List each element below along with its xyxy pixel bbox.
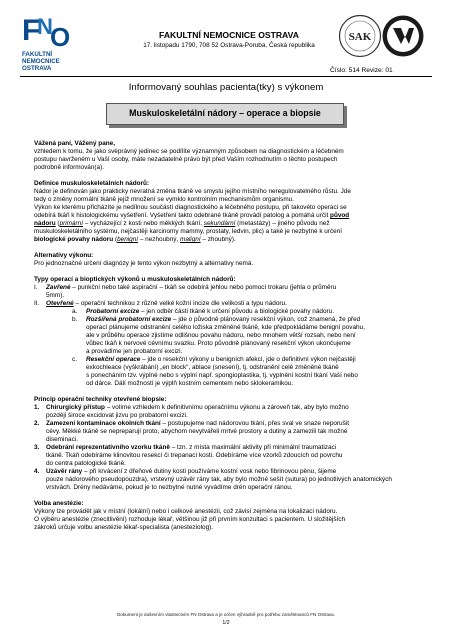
principle-4-label: Uzávěr rány	[46, 468, 83, 475]
alternative-heading: Alternativy výkonu:	[34, 252, 94, 259]
subtype-c-line-1	[86, 356, 426, 364]
definition-line-4-text: odebírá tkáň k histologickému vyšetření. Vyšetření takto odebrané tkáně provádí patolog a pomáhá určit	[34, 212, 331, 219]
certification-seal	[381, 14, 425, 58]
type-2-label: Otevřené	[46, 300, 74, 307]
text-fragment: (	[55, 220, 60, 227]
type-1-line-1	[46, 284, 426, 292]
document-subtitle: Muskuloskeletální nádory – operace a biopsie	[129, 108, 321, 118]
anesthesia-heading: Volba anestézie:	[34, 500, 84, 507]
document-number: Číslo: 514 Revize: 01	[330, 67, 393, 74]
intro-line-2: postupu navrženém u Vaší osoby, máte nezadatelné právo být před Vaším rozhodnutím o těchto postupech	[34, 156, 338, 163]
hospital-name: FAKULTNÍ NEMOCNICE OSTRAVA	[159, 30, 299, 40]
type-2-line-1	[46, 300, 426, 308]
intro-line-3: podrobně informován(a).	[34, 164, 104, 171]
subtype-a-line-1	[86, 308, 426, 316]
principle-2-number: 2.	[34, 420, 40, 427]
text-fragment: – zhoubný).	[200, 236, 236, 243]
subtype-a-text: – jen odběr části tkáně k určení původu a biologické povahy nádoru.	[139, 308, 334, 315]
subtype-c-line-3: s ponecháním tzv. výplně nebo s výplní např. spongioplastika, tj. vyplnění kostní tkání Vaší nebo	[86, 372, 358, 379]
seal-text: SAK	[348, 31, 372, 43]
subtype-b-line-3: ale v průběhu operace zjistíme odlišnou povahu nádoru, nebo mnohem větší rozsah, nebo není	[86, 332, 356, 339]
salutation: Vážená paní, Vážený pane,	[34, 140, 115, 147]
anesthesia-line-3: zákroků určuje volbu anestézie lékař-specialista (anesteziolog).	[34, 524, 214, 531]
term-sekundarni: sekundární	[203, 220, 236, 227]
term-nadoru: nádoru	[34, 220, 56, 227]
logo-line-2: NEMOCNICE	[22, 58, 60, 65]
subtype-b-label: Rozšířená probatorní excize	[86, 316, 172, 323]
principles-heading: Princip operační techniky otevřené biopsie:	[34, 396, 167, 403]
hospital-address: 17. listopadu 1790, 708 52 Ostrava-Poruba, Česká republika	[143, 42, 315, 49]
svg-text:N: N	[37, 14, 53, 39]
principle-2-line-3: diseminaci.	[46, 436, 78, 443]
principle-3-label: Odebrání reprezentativního vzorku tkáně	[46, 444, 170, 451]
principle-4-line-1	[46, 468, 426, 476]
page-number: 1/2	[222, 620, 230, 626]
type-1-number: I.	[34, 284, 38, 291]
subtype-b-mark: b.	[72, 316, 78, 323]
principle-2-label: Zamezení kontaminace okolních tkání	[46, 420, 161, 427]
term-maligni: maligní	[180, 236, 201, 243]
principle-3-number: 3.	[34, 444, 40, 451]
definition-line-1: Nádor je definován jako prakticky nevratná změna tkáně ve smyslu jejího místního neregulovatelného růstu. Jde	[34, 188, 351, 195]
text-fragment: (metastázy) – jiného původu než	[235, 220, 330, 227]
type-2-number: II.	[34, 300, 40, 307]
alternative-text: Pro jednoznačné určení diagnózy je tento výkon nezbytný a alternativy nemá.	[34, 260, 254, 267]
principle-4-number: 4.	[34, 468, 40, 475]
subtype-c-label: Resekční operace	[86, 356, 141, 363]
principle-3-text: – tzn. z místa maximální aktivity při minimální traumatizaci	[169, 444, 337, 451]
subtype-a-mark: a.	[72, 308, 78, 315]
type-1-text: – punkční nebo také aspirační – tkáň se odebírá jehlou nebo pomocí trokaru (jehla o průměru	[70, 284, 337, 291]
principle-1-text: – volíme vzhledem k definitivnímu operačnímu výkonu a zároveň tak, aby bylo možno	[104, 404, 349, 411]
subtype-a-label: Probatorní excize	[86, 308, 140, 315]
definition-line-3: Výkon ke kterému přicházíte je nedílnou součástí diagnostického a léčebného postupu, při takovéto operaci se	[34, 204, 347, 211]
principle-1-line-2: později široce excidovat jizvu po probatorní excizi.	[46, 412, 188, 419]
logo-line-3: OSTRAVA	[22, 65, 52, 72]
term-puvod: původ	[330, 212, 350, 219]
subtype-c-line-4: od dárce. Dálí možností je výplň kostním cementem nebo sklokeramikou.	[86, 380, 294, 387]
document-title: Informovaný souhlas pacienta(tky) s výkonem	[128, 82, 324, 93]
definition-line-6: muskuloskeletálního systému, nejčastěji karcinomy mammy, prostaty, ledvin, plic) a také je nezbytné k určení	[34, 228, 343, 235]
anesthesia-line-1: Výkony lze provádět jak v místní (lokální) nebo i celkové anestézii, což závisí zejména na lokalizaci nádoru.	[34, 508, 338, 515]
text-fragment: – vycházející z kosti nebo měkkých tkání,	[83, 220, 204, 227]
svg-text:O: O	[50, 22, 71, 52]
subtype-b-line-1	[86, 316, 426, 324]
subtype-c-mark: c.	[72, 356, 77, 363]
subtype-c-text: – jde o resekční výkony u benigních afekcí, jde o definitivní výkon nejčastěji	[140, 356, 356, 363]
header-divider	[20, 76, 432, 77]
principle-2-line-2: cévy. Měkké tkáně se nepreparují proto, abychom nevytvářeli mrtvé prostory a dutiny a zamezili tak možné	[46, 428, 348, 435]
principle-2-text: – postupujeme nad nádorovou tkání, přes sval ve snaze neporušit	[160, 420, 350, 427]
principle-3-line-2: tkáně. Tkáň odebíráme klinovitou resekcí či trepanací kosti. Odebíráme více vzorků zdoucích od povrchu	[46, 452, 343, 459]
type-1-label: Zavřené	[46, 284, 71, 291]
text-fragment: – nezhoubný,	[138, 236, 180, 243]
definition-line-4	[34, 212, 426, 220]
principle-4-text: – při krvácení z dřeňové dutiny kosti používáme kostní vosk nebo fibrinovou pěnu, šijeme	[82, 468, 337, 475]
principle-3-line-1	[46, 444, 426, 452]
definition-line-5	[34, 220, 426, 228]
principle-2-line-1	[46, 420, 426, 428]
principle-3-line-3: do centra patologické tkáně.	[46, 460, 126, 467]
type-1-line-2: 5mm).	[46, 292, 65, 299]
principle-4-line-2: pouze nádorového pseudopouzdra), vrstevný uzávěr rány tak, aby bylo možné sešít (sutura) po jednotlivých anatomických	[46, 476, 392, 483]
type-2-text: – operační technikou z různě velké kožní incize dle velikosti a typu nádoru.	[73, 300, 287, 307]
text-fragment: (	[113, 236, 118, 243]
definition-line-2: tedy o změny normální tkáně jejíž množení se vymklo kontrolním mechanismům organismu.	[34, 196, 294, 203]
definition-line-7	[34, 236, 426, 244]
principle-1-line-1	[46, 404, 426, 412]
anesthesia-line-2: O výběru anestézie (znecitlivění) rozhoduje lékař, většinou již při prvním konzultaci s pacientem. U složitějších	[34, 516, 346, 523]
subtype-b-line-5: a provádíme jen probatorní excizi.	[86, 348, 183, 355]
svg-text:F: F	[22, 14, 41, 47]
principle-4-line-3: vrstvách. Drény nedáváme, pokud je to nezbytné nutné vyvádíme drén operační ránou.	[46, 484, 293, 491]
logo-line-1: FAKULTNÍ	[22, 51, 53, 58]
definition-heading: Definice muskuloskeletálních nádorů:	[34, 180, 150, 187]
term-benigni: benigní	[117, 236, 139, 243]
subtype-b-text: – jde o původně plánovaný resekční výkon, což znamená, že před	[171, 316, 361, 323]
subtype-b-line-4: vůbec tkáň k nervové cévnímu svazku. Proto původně plánovaný resekční výkon ukončujeme	[86, 340, 351, 347]
footer-note: Dokument je duševním vlastnictvím FN Ostrava a je určen výhradně pro potřebu zaměstnanců FN Ostrava.	[116, 612, 336, 617]
principle-1-label: Chirurgický přístup	[46, 404, 105, 411]
accreditation-seal	[338, 14, 382, 58]
types-heading: Typy operací a bioptických výkonů u muskuloskeletálních nádorů:	[34, 276, 236, 283]
intro-line-1: vzhledem k tomu, že jako svéprávný jedinec se podílíte významným způsobem na diagnostickém a léčebném	[34, 148, 344, 155]
term-biologicke-povahy: biologické povahy nádoru	[34, 236, 114, 243]
principle-1-number: 1.	[34, 404, 40, 411]
term-primarni: primární	[59, 220, 84, 227]
subtype-c-line-2: exkochleace (vyškrábání) „en block", ablace (snesení), tj. odstranění celé změněné tkáně	[86, 364, 339, 371]
subtype-b-line-2: operací plánujeme odstranění celého ložiska změněné tkáně, kde předpokládáme benigní povahu,	[86, 324, 365, 331]
